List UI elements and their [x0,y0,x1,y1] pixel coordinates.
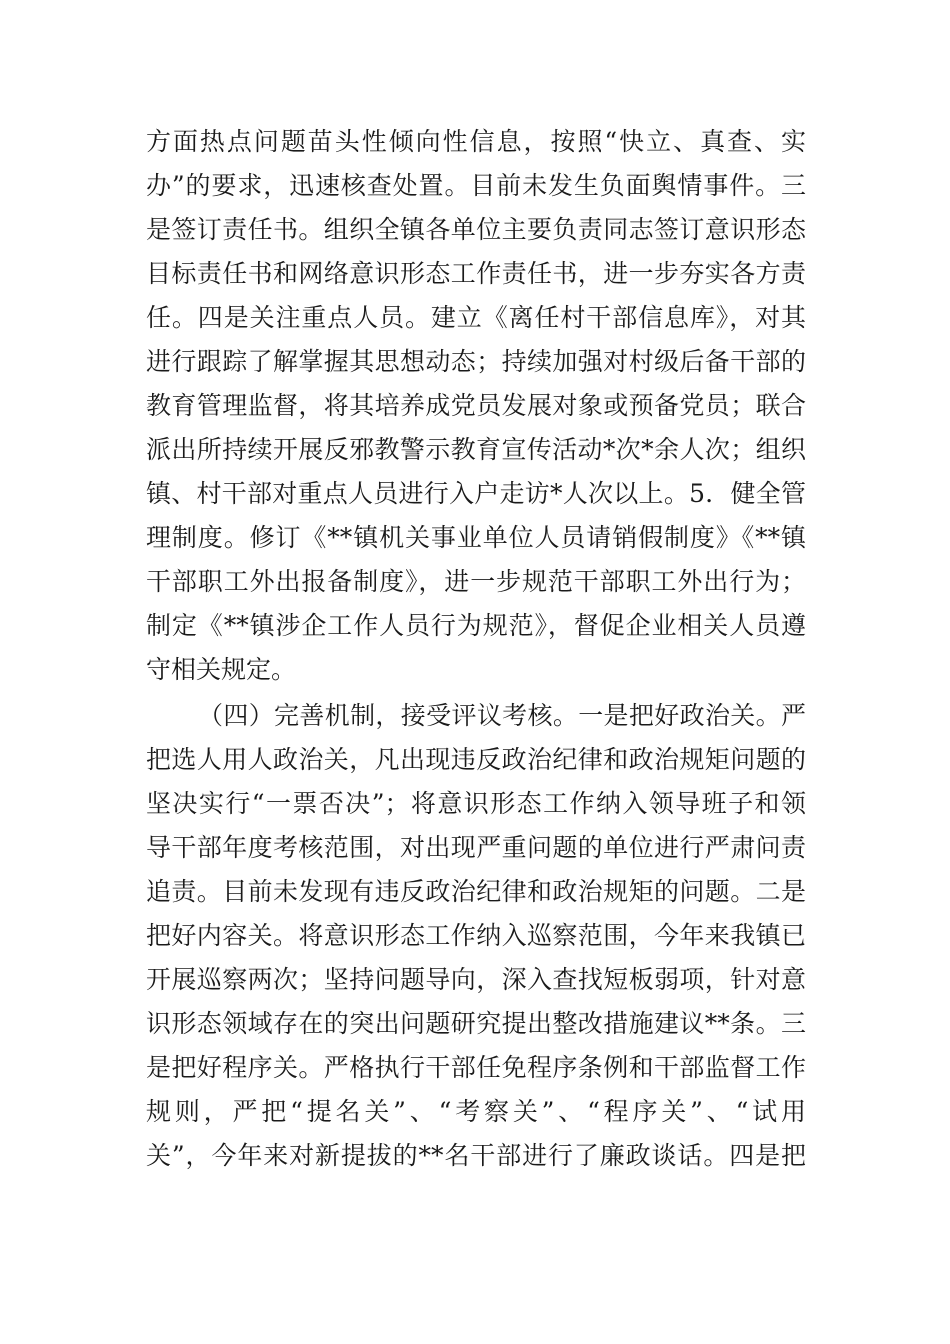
text-line: 追责。目前未发现有违反政治纪律和政治规矩的问题。二是 [146,877,806,906]
text-line: 任。四是关注重点人员。建立《离任村干部信息库》，对其 [146,303,806,332]
text-line: 镇、村干部对重点人员进行入户走访*人次以上。5．健全管 [146,479,806,508]
text-line: 方面热点问题苗头性倾向性信息，按照“快立、真查、实 [146,127,806,156]
text-line: 开展巡察两次；坚持问题导向，深入查找短板弱项，针对意 [146,965,806,994]
text-line: 把好内容关。将意识形态工作纳入巡察范围，今年来我镇已 [146,921,806,950]
text-line: 教育管理监督，将其培养成党员发展对象或预备党员；联合 [146,391,806,420]
text-line: 把选人用人政治关，凡出现违反政治纪律和政治规矩问题的 [146,745,806,774]
text-line: 理制度。修订《**镇机关事业单位人员请销假制度》《**镇 [146,523,806,552]
text-line: 规则，严把“提名关”、“考察关”、“程序关”、“试用 [146,1097,806,1126]
text-line: 派出所持续开展反邪教警示教育宣传活动*次*余人次；组织 [146,435,806,464]
paragraph-section-four [146,694,806,1178]
text-line: 关”，今年来对新提拔的**名干部进行了廉政谈话。四是把 [146,1141,806,1170]
text-line: 进行跟踪了解掌握其思想动态；持续加强对村级后备干部的 [146,347,806,376]
paragraph-continued [146,120,806,692]
text-line: 坚决实行“一票否决”；将意识形态工作纳入领导班子和领 [146,789,806,818]
text-line: 守相关规定。 [146,655,297,684]
text-line: 办”的要求，迅速核查处置。目前未发生负面舆情事件。三 [146,171,806,200]
section-heading-line: （四）完善机制，接受评议考核。一是把好政治关。严 [198,701,806,730]
text-line: 识形态领域存在的突出问题研究提出整改措施建议**条。三 [146,1009,806,1038]
text-line: 是把好程序关。严格执行干部任免程序条例和干部监督工作 [146,1053,806,1082]
text-line: 制定《**镇涉企工作人员行为规范》，督促企业相关人员遵 [146,611,806,640]
text-line: 是签订责任书。组织全镇各单位主要负责同志签订意识形态 [146,215,806,244]
text-line: 目标责任书和网络意识形态工作责任书，进一步夯实各方责 [146,259,806,288]
text-line: 导干部年度考核范围，对出现严重问题的单位进行严肃问责 [146,833,806,862]
text-line: 干部职工外出报备制度》，进一步规范干部职工外出行为； [146,567,806,596]
